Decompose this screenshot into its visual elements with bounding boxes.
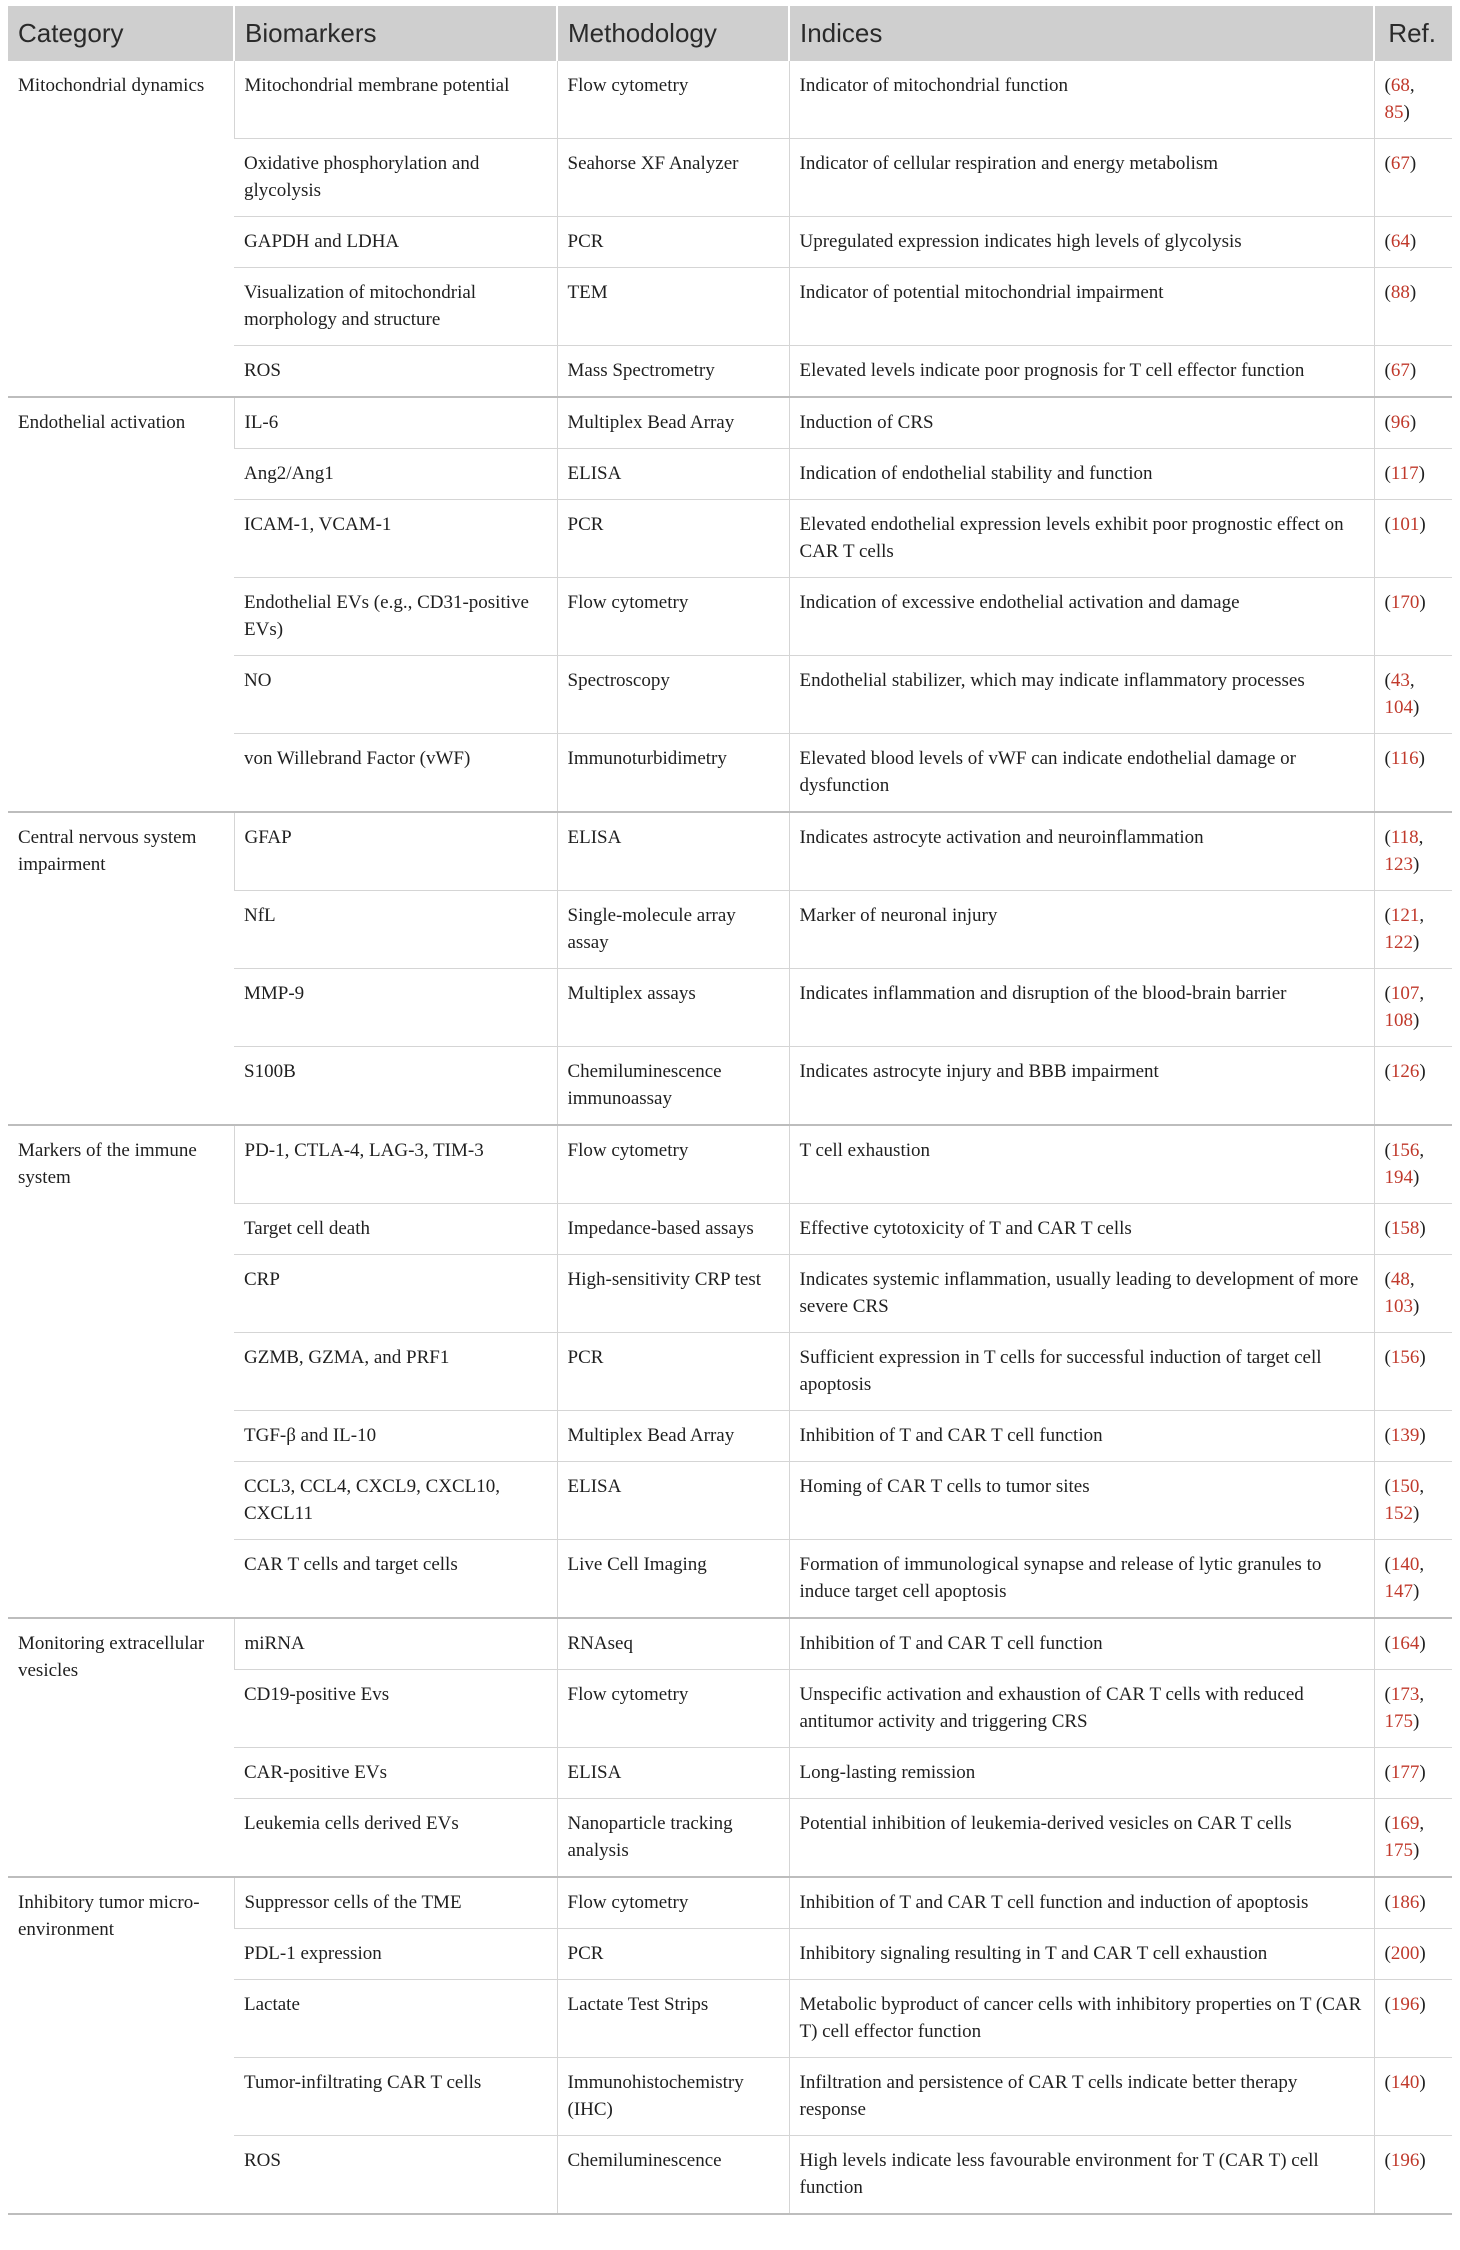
- methodology-cell: Immunoturbidimetry: [557, 734, 789, 813]
- ref-number[interactable]: 175: [1384, 1840, 1413, 1861]
- ref-number[interactable]: 123: [1384, 854, 1413, 875]
- biomarker-cell: ROS: [234, 2136, 557, 2215]
- ref-cell: (140, 147): [1374, 1540, 1452, 1619]
- index-cell: Endothelial stabilizer, which may indicate inflammatory processes: [789, 656, 1374, 734]
- ref-cell: (68, 85): [1374, 61, 1452, 139]
- table-row: [8, 1877, 1452, 1929]
- biomarker-cell: Leukemia cells derived EVs: [234, 1799, 557, 1878]
- table-row: [8, 812, 1452, 891]
- ref-number[interactable]: 107: [1390, 983, 1420, 1004]
- table-header: [8, 6, 1452, 61]
- index-cell: Elevated blood levels of vWF can indicate endothelial damage or dysfunction: [789, 734, 1374, 813]
- index-cell: Indicator of mitochondrial function: [789, 61, 1374, 139]
- ref-cell: (96): [1374, 397, 1452, 449]
- table-row: [8, 61, 1452, 139]
- index-cell: High levels indicate less favourable environment for T (CAR T) cell function: [789, 2136, 1374, 2215]
- biomarker-cell: NO: [234, 656, 557, 734]
- ref-number[interactable]: 126: [1390, 1061, 1420, 1082]
- ref-number[interactable]: 103: [1384, 1296, 1413, 1317]
- index-cell: Sufficient expression in T cells for successful induction of target cell apoptosis: [789, 1333, 1374, 1411]
- methodology-cell: Chemiluminescence: [557, 2136, 789, 2215]
- methodology-cell: Immunohistochemistry (IHC): [557, 2058, 789, 2136]
- ref-cell: (173, 175): [1374, 1670, 1452, 1748]
- ref-number[interactable]: 196: [1390, 2150, 1420, 2171]
- methodology-cell: Multiplex Bead Array: [557, 1411, 789, 1462]
- index-cell: T cell exhaustion: [789, 1125, 1374, 1204]
- methodology-cell: Flow cytometry: [557, 578, 789, 656]
- biomarker-cell: GZMB, GZMA, and PRF1: [234, 1333, 557, 1411]
- index-cell: Unspecific activation and exhaustion of CAR T cells with reduced antitumor activity and triggering CRS: [789, 1670, 1374, 1748]
- methodology-cell: Flow cytometry: [557, 1125, 789, 1204]
- ref-number[interactable]: 121: [1390, 905, 1420, 926]
- methodology-cell: PCR: [557, 1929, 789, 1980]
- ref-cell: (164): [1374, 1618, 1452, 1670]
- biomarker-cell: Endothelial EVs (e.g., CD31-positive EVs): [234, 578, 557, 656]
- ref-number[interactable]: 177: [1390, 1762, 1420, 1783]
- table-container: [8, 6, 1452, 2215]
- index-cell: Inhibitory signaling resulting in T and CAR T cell exhaustion: [789, 1929, 1374, 1980]
- methodology-cell: Lactate Test Strips: [557, 1980, 789, 2058]
- biomarker-cell: von Willebrand Factor (vWF): [234, 734, 557, 813]
- biomarker-cell: GAPDH and LDHA: [234, 217, 557, 268]
- ref-number[interactable]: 152: [1384, 1503, 1413, 1524]
- methodology-cell: Multiplex assays: [557, 969, 789, 1047]
- category-cell: Inhibitory tumor micro-environment: [8, 1877, 234, 2214]
- ref-number[interactable]: 85: [1384, 102, 1404, 123]
- ref-cell: (121, 122): [1374, 891, 1452, 969]
- table-row: [8, 1125, 1452, 1204]
- ref-number[interactable]: 122: [1384, 932, 1413, 953]
- table-row: [8, 1618, 1452, 1670]
- methodology-cell: Seahorse XF Analyzer: [557, 139, 789, 217]
- index-cell: Inhibition of T and CAR T cell function and induction of apoptosis: [789, 1877, 1374, 1929]
- ref-cell: (101): [1374, 500, 1452, 578]
- index-cell: Formation of immunological synapse and release of lytic granules to induce target cell apoptosis: [789, 1540, 1374, 1619]
- category-cell: Monitoring extracellular vesicles: [8, 1618, 234, 1877]
- biomarker-cell: ICAM-1, VCAM-1: [234, 500, 557, 578]
- index-cell: Indicates astrocyte injury and BBB impairment: [789, 1047, 1374, 1126]
- methodology-cell: TEM: [557, 268, 789, 346]
- biomarker-cell: Oxidative phosphorylation and glycolysis: [234, 139, 557, 217]
- methodology-cell: PCR: [557, 217, 789, 268]
- header-indices: Indices: [789, 6, 1374, 61]
- biomarker-cell: Lactate: [234, 1980, 557, 2058]
- ref-cell: (169, 175): [1374, 1799, 1452, 1878]
- index-cell: Infiltration and persistence of CAR T cells indicate better therapy response: [789, 2058, 1374, 2136]
- ref-cell: (139): [1374, 1411, 1452, 1462]
- ref-cell: (116): [1374, 734, 1452, 813]
- biomarker-cell: NfL: [234, 891, 557, 969]
- ref-number[interactable]: 108: [1384, 1010, 1413, 1031]
- biomarker-cell: ROS: [234, 346, 557, 398]
- ref-cell: (156, 194): [1374, 1125, 1452, 1204]
- ref-number[interactable]: 156: [1390, 1140, 1420, 1161]
- biomarker-cell: S100B: [234, 1047, 557, 1126]
- index-cell: Inhibition of T and CAR T cell function: [789, 1411, 1374, 1462]
- methodology-cell: Nanoparticle tracking analysis: [557, 1799, 789, 1878]
- header-ref: Ref.: [1374, 6, 1452, 61]
- category-cell: Endothelial activation: [8, 397, 234, 812]
- biomarker-cell: IL-6: [234, 397, 557, 449]
- biomarker-cell: CAR-positive EVs: [234, 1748, 557, 1799]
- ref-number[interactable]: 186: [1390, 1892, 1420, 1913]
- ref-number[interactable]: 68: [1390, 75, 1410, 96]
- ref-number[interactable]: 175: [1384, 1711, 1413, 1732]
- biomarker-cell: PDL-1 expression: [234, 1929, 557, 1980]
- header-methodology: Methodology: [557, 6, 789, 61]
- ref-number[interactable]: 170: [1390, 592, 1420, 613]
- ref-number[interactable]: 118: [1390, 827, 1419, 848]
- ref-cell: (126): [1374, 1047, 1452, 1126]
- header-row: [8, 6, 1452, 61]
- ref-cell: (67): [1374, 139, 1452, 217]
- ref-cell: (196): [1374, 1980, 1452, 2058]
- index-cell: Homing of CAR T cells to tumor sites: [789, 1462, 1374, 1540]
- biomarker-cell: GFAP: [234, 812, 557, 891]
- ref-number[interactable]: 140: [1390, 1554, 1420, 1575]
- index-cell: Marker of neuronal injury: [789, 891, 1374, 969]
- index-cell: Indication of endothelial stability and function: [789, 449, 1374, 500]
- ref-cell: (67): [1374, 346, 1452, 398]
- index-cell: Induction of CRS: [789, 397, 1374, 449]
- index-cell: Effective cytotoxicity of T and CAR T cells: [789, 1204, 1374, 1255]
- biomarker-cell: CCL3, CCL4, CXCL9, CXCL10, CXCL11: [234, 1462, 557, 1540]
- ref-cell: (48, 103): [1374, 1255, 1452, 1333]
- ref-cell: (43, 104): [1374, 656, 1452, 734]
- biomarker-cell: Tumor-infiltrating CAR T cells: [234, 2058, 557, 2136]
- category-cell: Markers of the immune system: [8, 1125, 234, 1618]
- ref-number[interactable]: 169: [1390, 1813, 1420, 1834]
- index-cell: Indicates systemic inflammation, usually leading to development of more severe CRS: [789, 1255, 1374, 1333]
- index-cell: Inhibition of T and CAR T cell function: [789, 1618, 1374, 1670]
- ref-number[interactable]: 173: [1390, 1684, 1420, 1705]
- biomarker-cell: Suppressor cells of the TME: [234, 1877, 557, 1929]
- methodology-cell: Spectroscopy: [557, 656, 789, 734]
- index-cell: Metabolic byproduct of cancer cells with inhibitory properties on T (CAR T) cell effector function: [789, 1980, 1374, 2058]
- ref-cell: (150, 152): [1374, 1462, 1452, 1540]
- biomarker-cell: Visualization of mitochondrial morphology and structure: [234, 268, 557, 346]
- ref-cell: (177): [1374, 1748, 1452, 1799]
- index-cell: Elevated endothelial expression levels exhibit poor prognostic effect on CAR T cells: [789, 500, 1374, 578]
- index-cell: Indicates astrocyte activation and neuroinflammation: [789, 812, 1374, 891]
- ref-number[interactable]: 101: [1390, 514, 1420, 535]
- biomarker-cell: Ang2/Ang1: [234, 449, 557, 500]
- table-body: [8, 61, 1452, 2214]
- ref-cell: (186): [1374, 1877, 1452, 1929]
- ref-cell: (117): [1374, 449, 1452, 500]
- methodology-cell: High-sensitivity CRP test: [557, 1255, 789, 1333]
- methodology-cell: Chemiluminescence immunoassay: [557, 1047, 789, 1126]
- methodology-cell: Flow cytometry: [557, 1877, 789, 1929]
- ref-number[interactable]: 200: [1390, 1943, 1420, 1964]
- ref-number[interactable]: 196: [1390, 1994, 1420, 2015]
- methodology-cell: ELISA: [557, 1462, 789, 1540]
- index-cell: Long-lasting remission: [789, 1748, 1374, 1799]
- methodology-cell: ELISA: [557, 812, 789, 891]
- ref-number[interactable]: 116: [1390, 748, 1419, 769]
- biomarker-cell: TGF-β and IL-10: [234, 1411, 557, 1462]
- biomarker-cell: PD-1, CTLA-4, LAG-3, TIM-3: [234, 1125, 557, 1204]
- index-cell: Potential inhibition of leukemia-derived vesicles on CAR T cells: [789, 1799, 1374, 1878]
- ref-number[interactable]: 194: [1384, 1167, 1413, 1188]
- ref-cell: (158): [1374, 1204, 1452, 1255]
- methodology-cell: Multiplex Bead Array: [557, 397, 789, 449]
- ref-cell: (140): [1374, 2058, 1452, 2136]
- ref-number[interactable]: 140: [1390, 2072, 1420, 2093]
- ref-number[interactable]: 48: [1390, 1269, 1410, 1290]
- methodology-cell: Single-molecule array assay: [557, 891, 789, 969]
- biomarker-cell: Mitochondrial membrane potential: [234, 61, 557, 139]
- ref-number[interactable]: 147: [1384, 1581, 1413, 1602]
- methodology-cell: Mass Spectrometry: [557, 346, 789, 398]
- ref-number[interactable]: 117: [1390, 463, 1419, 484]
- category-cell: Mitochondrial dynamics: [8, 61, 234, 397]
- methodology-cell: ELISA: [557, 1748, 789, 1799]
- methodology-cell: ELISA: [557, 449, 789, 500]
- index-cell: Indication of excessive endothelial activation and damage: [789, 578, 1374, 656]
- methodology-cell: Live Cell Imaging: [557, 1540, 789, 1619]
- ref-cell: (196): [1374, 2136, 1452, 2215]
- header-biomarkers: Biomarkers: [234, 6, 557, 61]
- ref-cell: (156): [1374, 1333, 1452, 1411]
- biomarker-table: [8, 6, 1452, 2215]
- ref-cell: (170): [1374, 578, 1452, 656]
- index-cell: Indicates inflammation and disruption of the blood-brain barrier: [789, 969, 1374, 1047]
- methodology-cell: PCR: [557, 1333, 789, 1411]
- ref-cell: (200): [1374, 1929, 1452, 1980]
- ref-cell: (88): [1374, 268, 1452, 346]
- table-row: [8, 397, 1452, 449]
- ref-number[interactable]: 158: [1390, 1218, 1420, 1239]
- biomarker-cell: CAR T cells and target cells: [234, 1540, 557, 1619]
- ref-number[interactable]: 43: [1390, 670, 1410, 691]
- index-cell: Upregulated expression indicates high levels of glycolysis: [789, 217, 1374, 268]
- ref-cell: (118, 123): [1374, 812, 1452, 891]
- biomarker-cell: miRNA: [234, 1618, 557, 1670]
- index-cell: Indicator of cellular respiration and energy metabolism: [789, 139, 1374, 217]
- biomarker-cell: CRP: [234, 1255, 557, 1333]
- methodology-cell: Flow cytometry: [557, 61, 789, 139]
- biomarker-cell: MMP-9: [234, 969, 557, 1047]
- biomarker-cell: Target cell death: [234, 1204, 557, 1255]
- ref-number[interactable]: 67: [1390, 360, 1410, 381]
- methodology-cell: PCR: [557, 500, 789, 578]
- methodology-cell: Impedance-based assays: [557, 1204, 789, 1255]
- ref-number[interactable]: 67: [1390, 153, 1410, 174]
- ref-cell: (107, 108): [1374, 969, 1452, 1047]
- ref-number[interactable]: 139: [1390, 1425, 1420, 1446]
- index-cell: Indicator of potential mitochondrial impairment: [789, 268, 1374, 346]
- header-category: Category: [8, 6, 234, 61]
- ref-number[interactable]: 104: [1384, 697, 1413, 718]
- ref-number[interactable]: 156: [1390, 1347, 1420, 1368]
- methodology-cell: Flow cytometry: [557, 1670, 789, 1748]
- ref-number[interactable]: 64: [1390, 231, 1410, 252]
- ref-number[interactable]: 88: [1390, 282, 1410, 303]
- ref-number[interactable]: 96: [1390, 412, 1410, 433]
- index-cell: Elevated levels indicate poor prognosis for T cell effector function: [789, 346, 1374, 398]
- ref-number[interactable]: 150: [1390, 1476, 1420, 1497]
- ref-cell: (64): [1374, 217, 1452, 268]
- biomarker-cell: CD19-positive Evs: [234, 1670, 557, 1748]
- category-cell: Central nervous system impairment: [8, 812, 234, 1125]
- ref-number[interactable]: 164: [1390, 1633, 1420, 1654]
- methodology-cell: RNAseq: [557, 1618, 789, 1670]
